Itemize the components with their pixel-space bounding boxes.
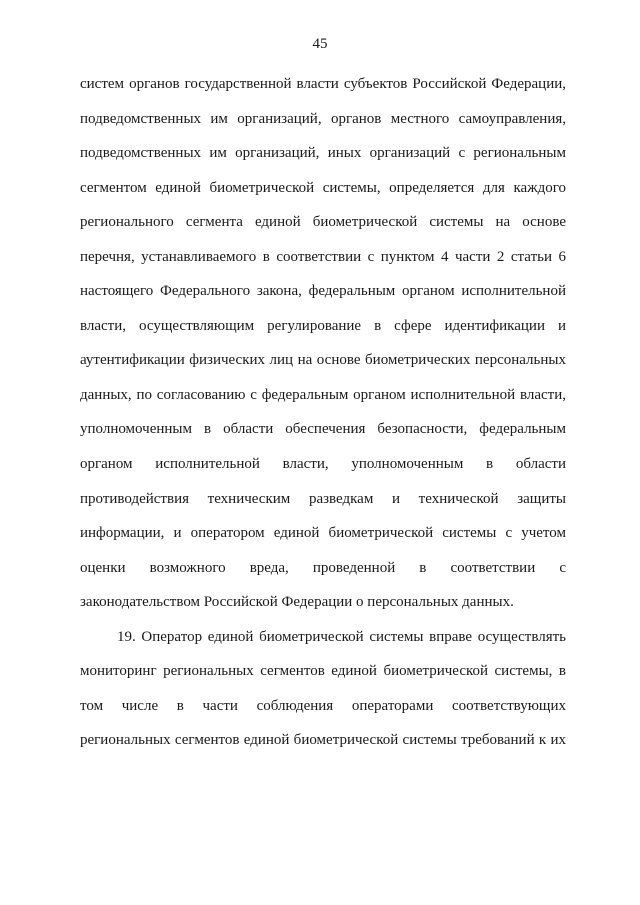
text-line: оценки возможного вреда, проведенной в соответствии с	[80, 559, 566, 576]
text-line: информации, и оператором единой биометрической системы с учетом	[80, 525, 566, 542]
text-line: власти, осуществляющим регулирование в сфере идентификации и	[80, 317, 566, 334]
text-line: аутентификации физических лиц на основе биометрических персональных	[80, 352, 566, 369]
text-line: мониторинг региональных сегментов единой биометрической системы, в	[80, 663, 566, 680]
text-line: настоящего Федерального закона, федеральным органом исполнительной	[80, 283, 566, 300]
text-line: систем органов государственной власти субъектов Российской Федерации,	[80, 76, 566, 92]
text-line: 19. Оператор единой биометрической системы вправе осуществлять	[117, 628, 566, 645]
text-line: органом исполнительной власти, уполномоченным в области	[80, 456, 566, 473]
text-line: данных, по согласованию с федеральным органом исполнительной власти,	[80, 386, 566, 403]
text-line: регионального сегмента единой биометрической системы на основе	[80, 214, 566, 231]
text-line: региональных сегментов единой биометрической системы требований к их	[80, 732, 566, 749]
page-number: 45	[312, 36, 328, 52]
text-line: законодательством Российской Федерации о персональных данных.	[80, 594, 514, 611]
paragraph-continuation	[80, 74, 566, 627]
text-line: том числе в части соблюдения операторами соответствующих	[80, 697, 566, 714]
text-line: противодействия техническим разведкам и технической защиты	[80, 490, 566, 507]
text-line: подведомственных им организаций, иных организаций с региональным	[80, 145, 566, 162]
document-body	[80, 74, 566, 765]
text-line: уполномоченным в области обеспечения безопасности, федеральным	[80, 421, 566, 438]
text-line: перечня, устанавливаемого в соответствии с пунктом 4 части 2 статьи 6	[80, 248, 566, 265]
text-line: сегментом единой биометрической системы, определяется для каждого	[80, 179, 566, 196]
text-line: подведомственных им организаций, органов местного самоуправления,	[80, 110, 566, 127]
paragraph-item-19	[80, 627, 566, 765]
